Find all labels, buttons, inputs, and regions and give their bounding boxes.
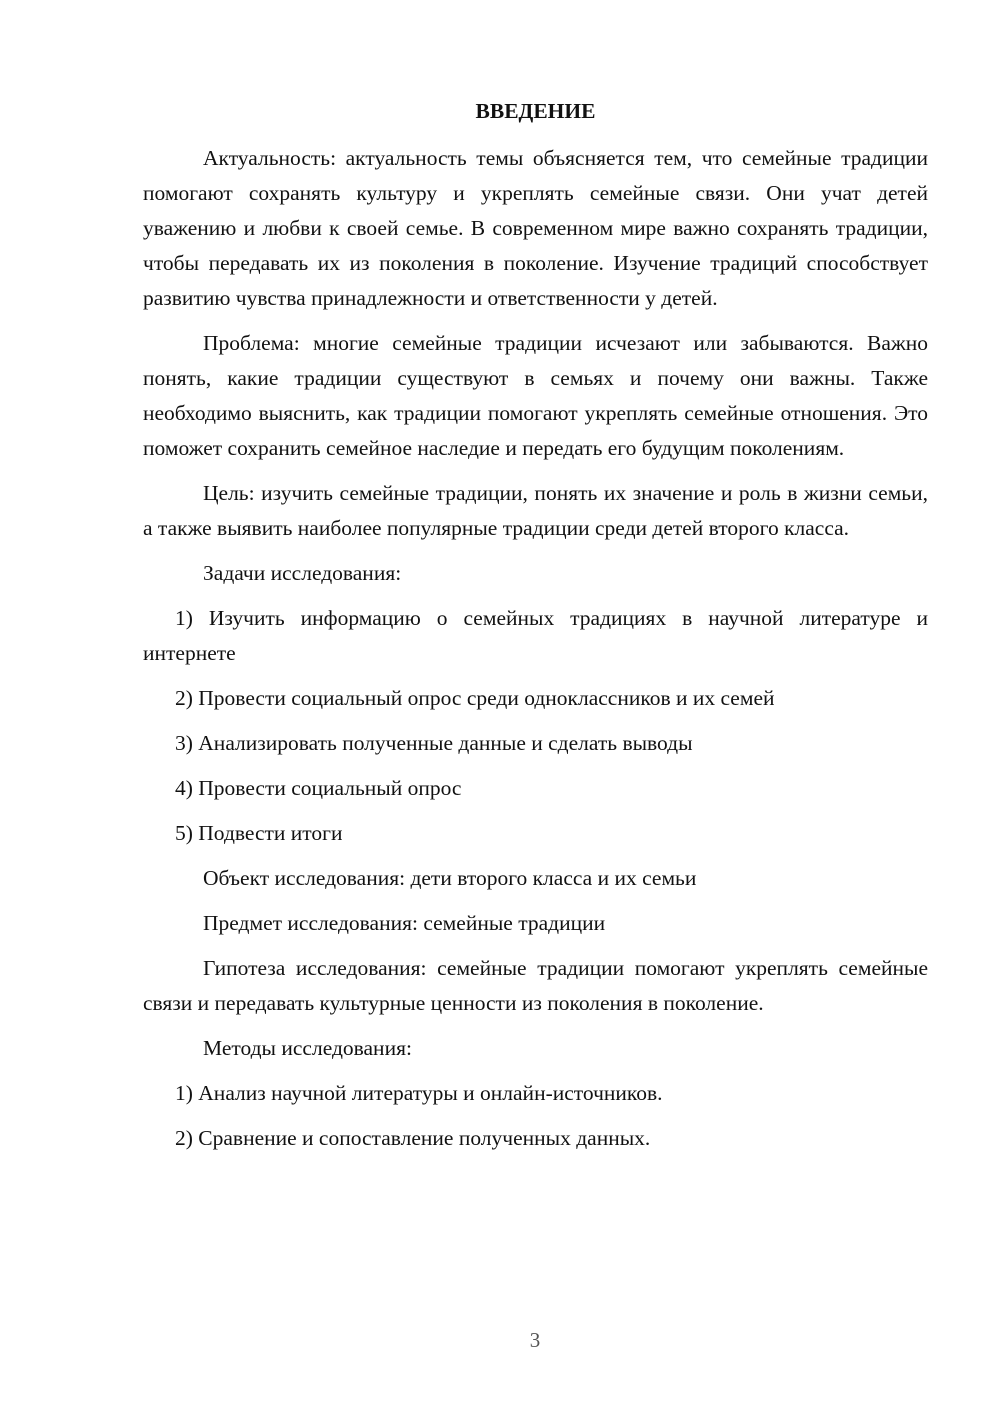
task-item: 2) Провести социальный опрос среди одноклассников и их семей	[175, 686, 775, 710]
task-item: 4) Провести социальный опрос	[175, 776, 462, 800]
task-item: 1) Изучить информацию о семейных традициях в научной литературе и интернете	[143, 606, 928, 665]
page-number: 3	[529, 1328, 541, 1352]
research-object: Объект исследования: дети второго класса и их семьи	[203, 866, 697, 890]
problem-paragraph: Проблема: многие семейные традиции исчезают или забываются. Важно понять, какие традиции существуют в семьях и почему они важны. Также необходимо выяснить, как традиции помогают укреплять семейные отношения. Это поможет сохранить семейное наследие и передать его будущим поколениям.	[143, 331, 928, 460]
task-item: 5) Подвести итоги	[175, 821, 343, 845]
document-page	[143, 94, 928, 1166]
research-subject: Предмет исследования: семейные традиции	[203, 911, 606, 935]
hypothesis-paragraph: Гипотеза исследования: семейные традиции помогают укреплять семейные связи и передавать культурные ценности из поколения в поколение.	[143, 956, 928, 1015]
method-item: 1) Анализ научной литературы и онлайн-источников.	[175, 1081, 663, 1105]
method-item: 2) Сравнение и сопоставление полученных данных.	[175, 1126, 651, 1150]
section-title: ВВЕДЕНИЕ	[475, 99, 596, 123]
task-item: 3) Анализировать полученные данные и сделать выводы	[175, 731, 693, 755]
relevance-paragraph: Актуальность: актуальность темы объясняется тем, что семейные традиции помогают сохранять культуру и укреплять семейные связи. Они учат детей уважению и любви к своей семье. В современном мире важно сохранять традиции, чтобы передавать их из поколения в поколение. Изучение традиций способствует развитию чувства принадлежности и ответственности у детей.	[143, 146, 928, 310]
tasks-heading: Задачи исследования:	[203, 561, 402, 585]
goal-paragraph: Цель: изучить семейные традиции, понять их значение и роль в жизни семьи, а также выявить наиболее популярные традиции среди детей второго класса.	[143, 481, 928, 540]
methods-heading: Методы исследования:	[203, 1036, 412, 1060]
